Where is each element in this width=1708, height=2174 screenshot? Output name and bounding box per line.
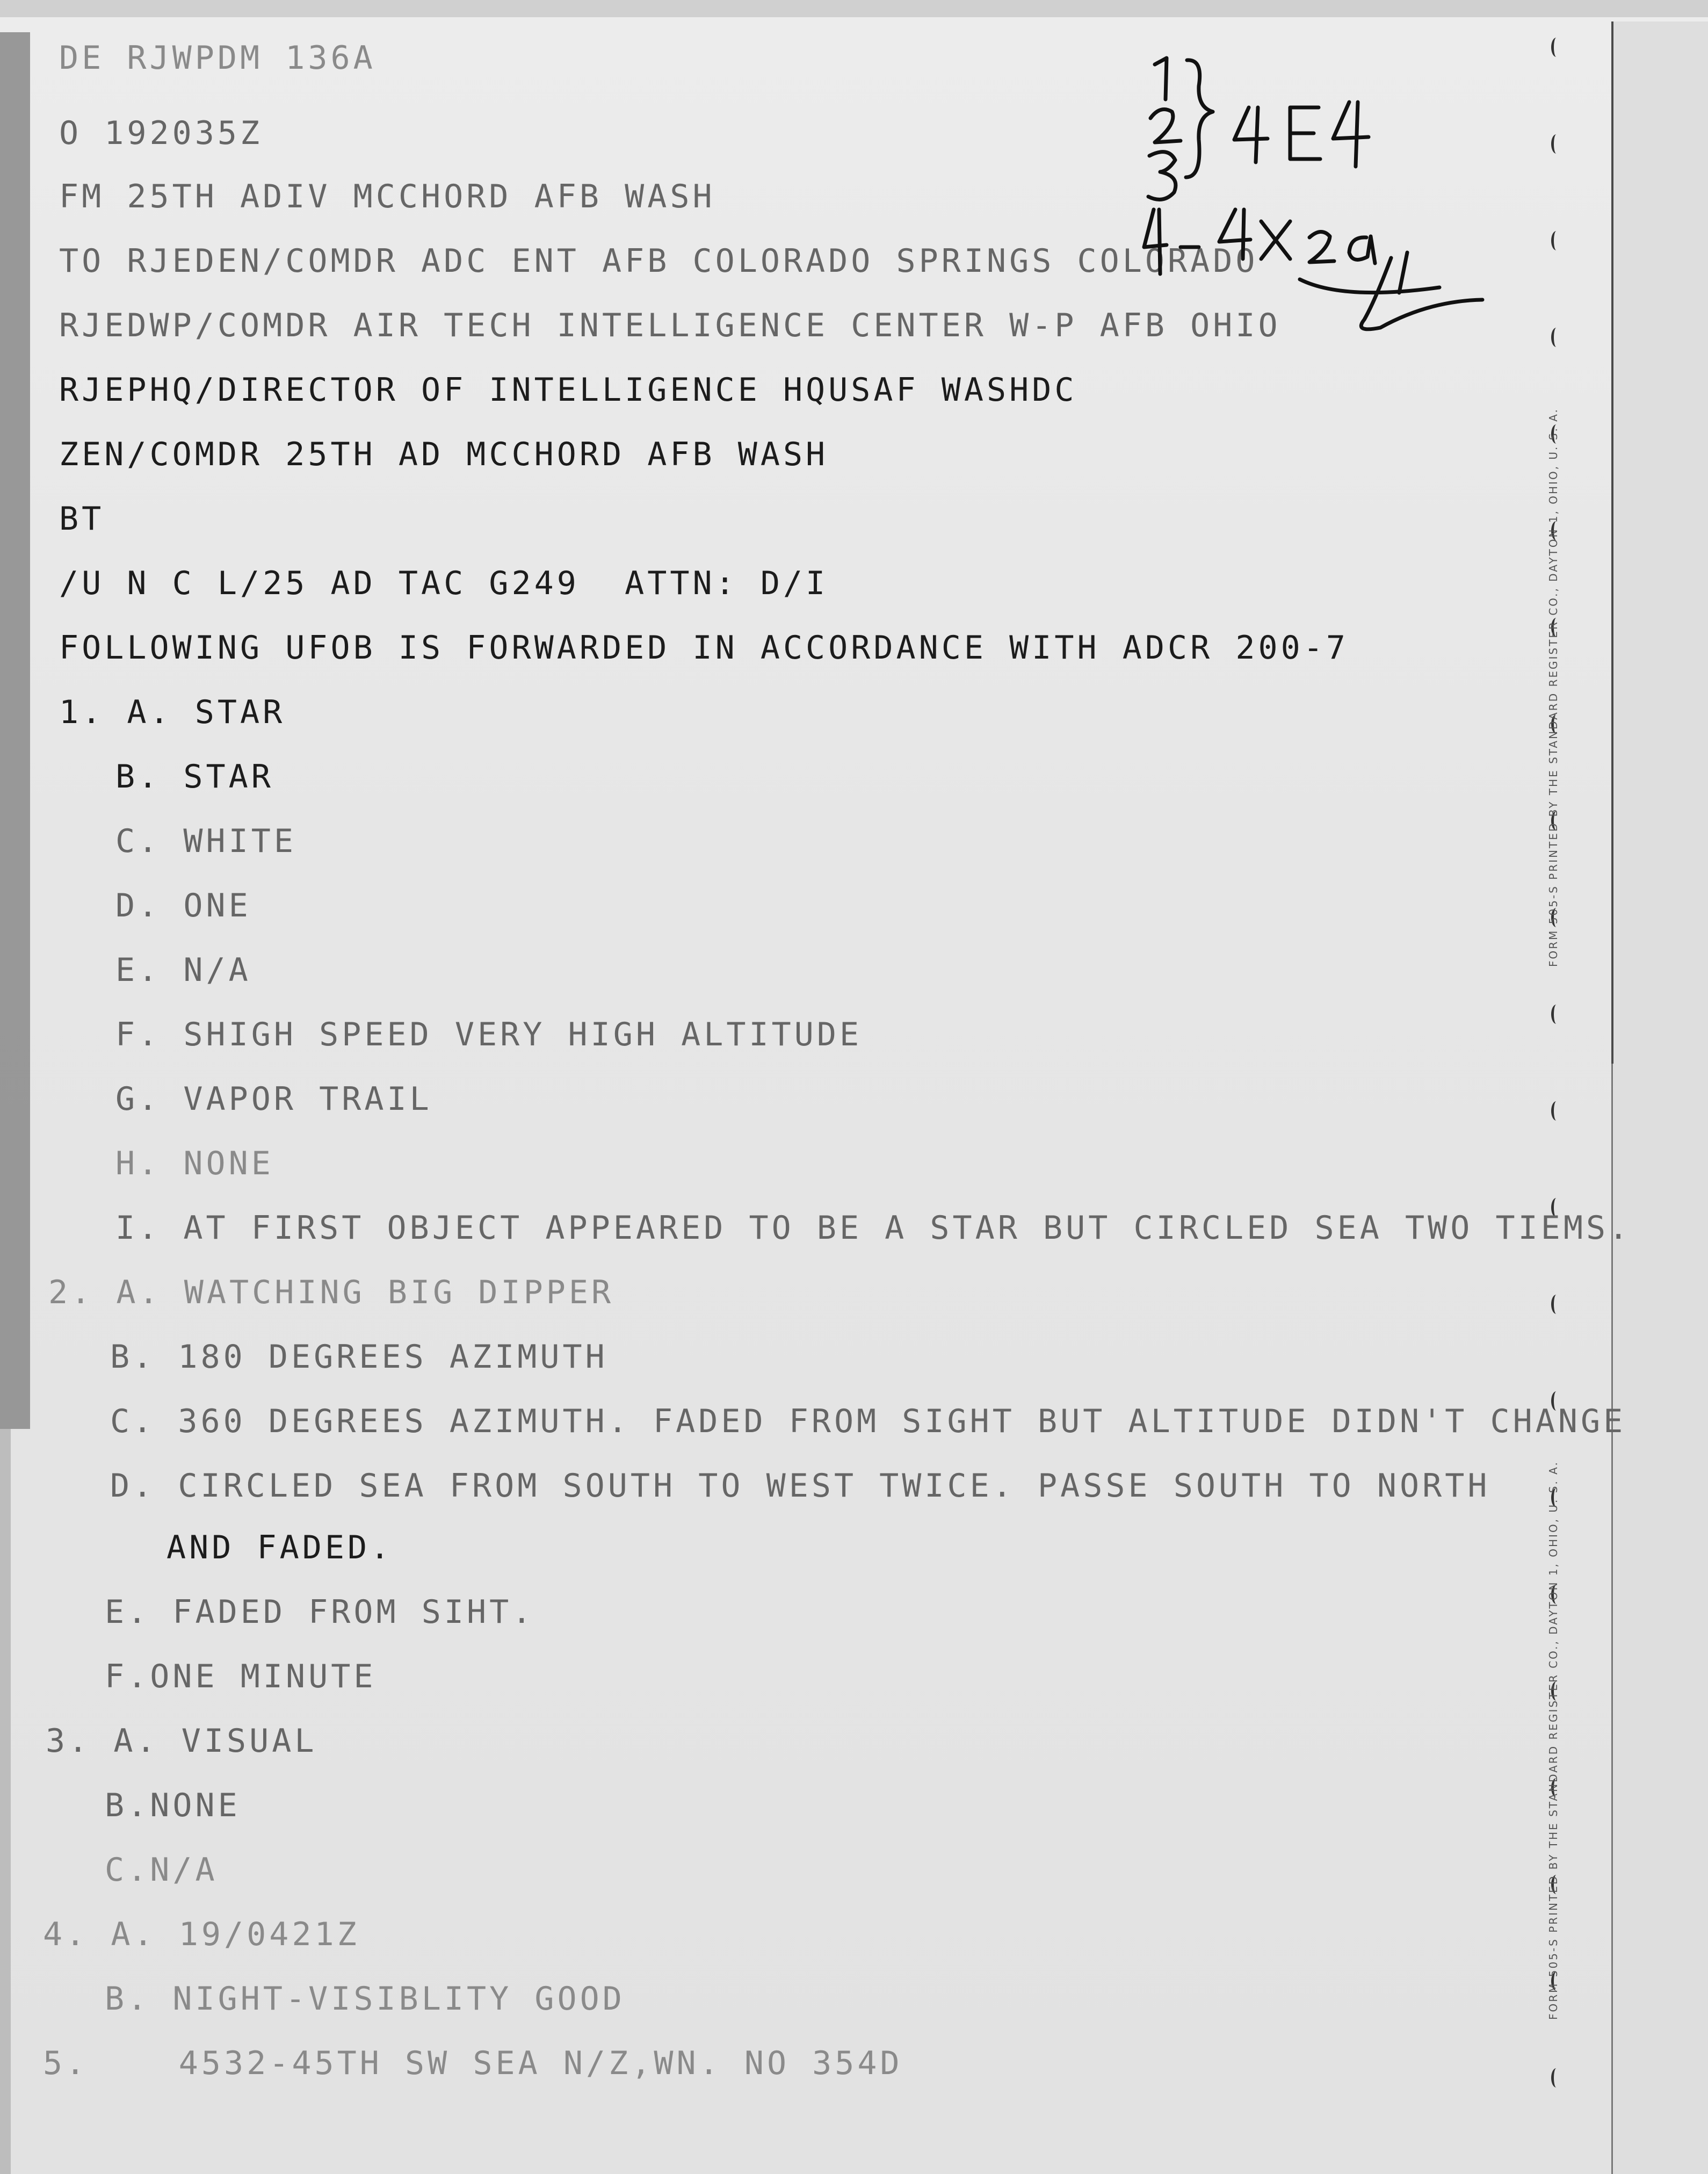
report-item: 1. A. STAR <box>59 694 286 731</box>
report-item: E. FADED FROM SIHT. <box>105 1593 535 1631</box>
report-item: 5. 4532-45TH SW SEA N/Z,WN. NO 354D <box>43 2045 903 2082</box>
report-item: B. NIGHT-VISIBLITY GOOD <box>105 1980 625 2018</box>
report-item: D. ONE <box>115 887 251 925</box>
report-item: G. VAPOR TRAIL <box>115 1080 432 1118</box>
tractor-feed-strip <box>1613 21 1708 2174</box>
feed-hole <box>1551 1101 1561 1121</box>
addressee-line: RJEPHQ/DIRECTOR OF INTELLIGENCE HQUSAF WASHDC <box>59 371 1077 409</box>
report-item: 4. A. 19/0421Z <box>43 1916 360 1953</box>
routing-line: DE RJWPDM 136A <box>59 39 376 77</box>
report-item: F. SHIGH SPEED VERY HIGH ALTITUDE <box>115 1016 863 1053</box>
feed-hole <box>1551 1295 1561 1314</box>
page-top-edge <box>0 0 1708 17</box>
handwritten-annotation <box>1139 48 1504 349</box>
report-item: E. N/A <box>115 951 251 989</box>
feed-hole <box>1551 134 1561 154</box>
report-item: D. CIRCLED SEA FROM SOUTH TO WEST TWICE. PASSE SOUTH TO NORTH <box>110 1467 1490 1505</box>
report-item: B.NONE <box>105 1787 241 1824</box>
feed-hole <box>1551 38 1561 57</box>
feed-hole <box>1551 1005 1561 1024</box>
report-item: 2. A. WATCHING BIG DIPPER <box>48 1274 614 1311</box>
report-item-continuation: AND FADED. <box>167 1529 393 1566</box>
feed-hole <box>1551 2068 1561 2088</box>
report-item: B. 180 DEGREES AZIMUTH <box>110 1338 608 1376</box>
feed-hole <box>1551 231 1561 250</box>
report-item: F.ONE MINUTE <box>105 1658 377 1695</box>
break-marker: BT <box>59 500 105 538</box>
to-line: TO RJEDEN/COMDR ADC ENT AFB COLORADO SPRINGS COLORADO <box>59 242 1258 280</box>
report-item: B. STAR <box>115 758 274 796</box>
report-item: C. WHITE <box>115 822 296 860</box>
addressee-line: RJEDWP/COMDR AIR TECH INTELLIGENCE CENTER W-P AFB OHIO <box>59 307 1281 344</box>
report-item: I. AT FIRST OBJECT APPEARED TO BE A STAR BUT CIRCLED SEA TWO TIEMS. <box>115 1209 1632 1247</box>
report-item: H. NONE <box>115 1145 274 1182</box>
page-left-edge <box>0 1429 11 2174</box>
margin-imprint-lower: FORM 505-S PRINTED BY THE STANDARD REGISTER CO., DAYTON 1, OHIO, U. S. A. <box>1547 1461 1560 2020</box>
page-left-shadow <box>0 32 30 1429</box>
report-item: 3. A. VISUAL <box>46 1722 317 1760</box>
classification-line: /U N C L/25 AD TAC G249 ATTN: D/I <box>59 565 829 602</box>
preamble-line: FOLLOWING UFOB IS FORWARDED IN ACCORDANCE WITH ADCR 200-7 <box>59 629 1349 667</box>
from-line: FM 25TH ADIV MCCHORD AFB WASH <box>59 178 715 215</box>
report-item: C. 360 DEGREES AZIMUTH. FADED FROM SIGHT BUT ALTITUDE DIDN'T CHANGE <box>110 1403 1626 1440</box>
date-time-group: O 192035Z <box>59 114 263 152</box>
addressee-line: ZEN/COMDR 25TH AD MCCHORD AFB WASH <box>59 436 829 473</box>
report-item: C.N/A <box>105 1851 218 1889</box>
perforation-rule <box>1611 21 1613 1064</box>
margin-imprint: FORM 505-S PRINTED BY THE STANDARD REGISTER CO., DAYTON 1, OHIO, U. S. A. <box>1547 408 1560 967</box>
